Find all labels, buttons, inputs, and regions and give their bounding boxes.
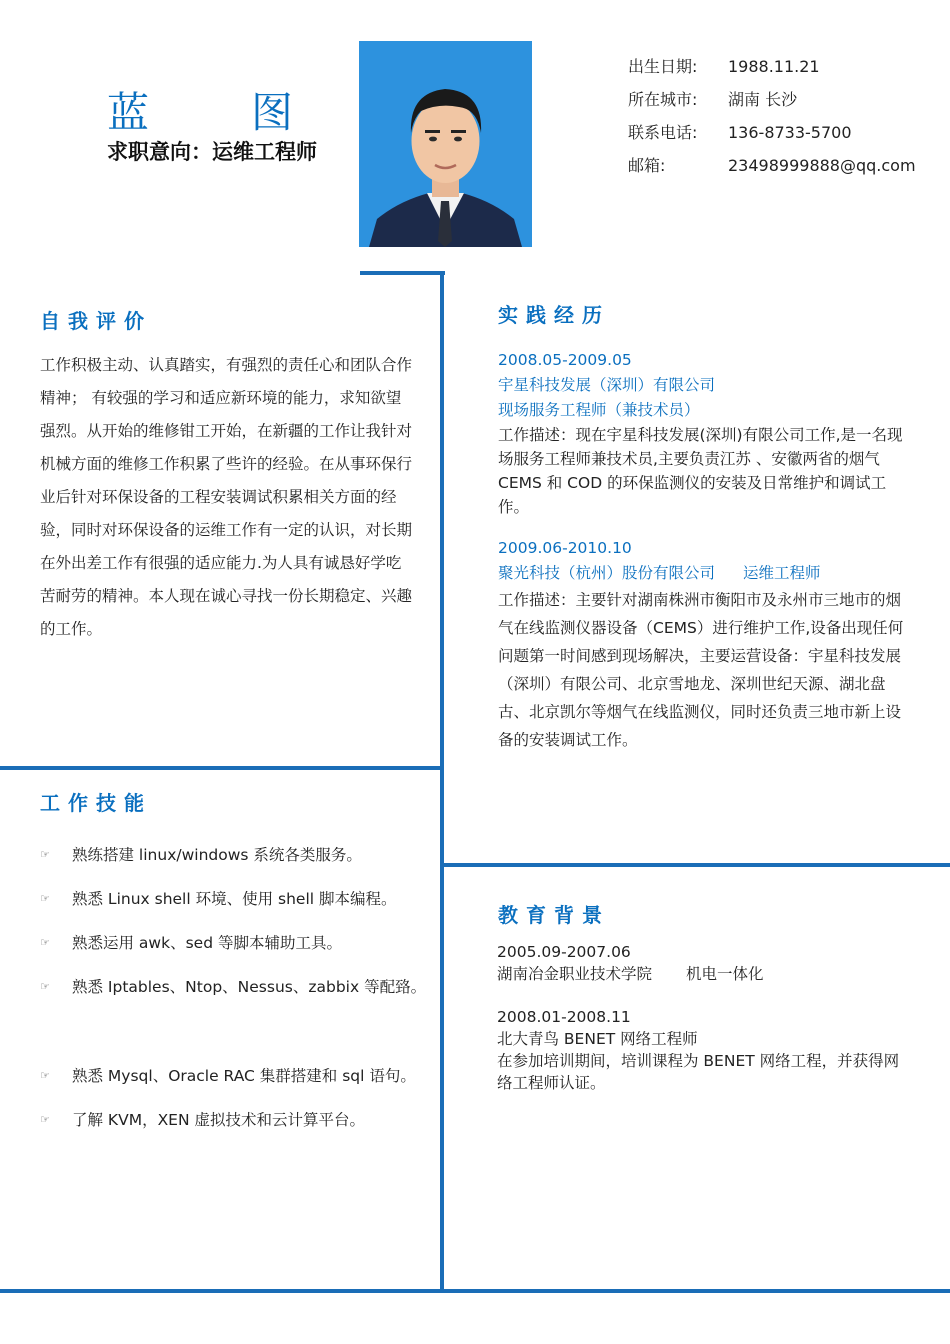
info-row-phone (628, 116, 916, 149)
pointing-hand-icon: ☞ (40, 1112, 50, 1126)
pointing-hand-icon: ☞ (40, 979, 50, 993)
skills-list (40, 832, 450, 1141)
education-school-major (497, 963, 907, 985)
list-item (40, 920, 450, 964)
skill-text: 了解 KVM，XEN 虚拟技术和云计算平台。 (72, 1111, 366, 1129)
info-row-email (628, 149, 916, 182)
skill-text: 熟练搭建 linux/windows 系统各类服务。 (72, 846, 362, 864)
education-item (497, 1006, 907, 1094)
education-list (497, 941, 907, 1115)
education-period: 2008.01-2008.11 (497, 1008, 631, 1026)
personal-info (628, 50, 916, 182)
pointing-hand-icon: ☞ (40, 935, 50, 949)
info-label: 联系电话: (628, 123, 698, 142)
skills-title: 工作技能 (40, 791, 152, 815)
pointing-hand-icon: ☞ (40, 891, 50, 905)
education-period: 2005.09-2007.06 (497, 943, 631, 961)
info-row-birth (628, 50, 916, 83)
experience-period: 2009.06-2010.10 (498, 539, 632, 557)
experience-title: 实践经历 (498, 303, 610, 327)
bottom-divider (0, 1289, 950, 1293)
experience-list (498, 348, 908, 771)
skill-text: 熟悉 Linux shell 环境、使用 shell 脚本编程。 (72, 890, 397, 908)
experience-company: 宇星科技发展（深圳）有限公司 (498, 376, 716, 394)
self-eval-text: 工作积极主动、认真踏实，有强烈的责任心和团队合作精神； 有较强的学习和适应新环境的能力，求知欲望强烈。从开始的维修钳工开始，在新疆的工作让我针对机械方面的维修工作积累了些许的经验。在从事环保行业后针对环保设备的工程安装调试积累相关方面的经验，同时对环保设备的运维工作有一定的认识，对长期在外出差工作有很强的适应能力.为人具有诚恳好学吃苦耐劳的精神。本人现在诚心寻找一份长期稳定、兴趣的工作。 (40, 356, 413, 638)
pointing-hand-icon: ☞ (40, 1068, 50, 1082)
right-middle-divider (442, 863, 950, 867)
skills-spacer (40, 1008, 450, 1053)
experience-item (498, 536, 908, 754)
info-value: 136-8733-5700 (728, 123, 852, 142)
self-eval-title: 自我评价 (40, 309, 152, 333)
info-value: 1988.11.21 (728, 57, 820, 76)
education-title: 教育背景 (498, 903, 610, 927)
job-intent: 求职意向：运维工程师 (107, 140, 317, 164)
info-row-city (628, 83, 916, 116)
info-label: 所在城市: (628, 90, 698, 109)
education-item (497, 941, 907, 985)
education-line: 北大青鸟 BENET 网络工程师 (497, 1030, 698, 1048)
list-item (40, 964, 450, 1008)
pointing-hand-icon: ☞ (40, 847, 50, 861)
list-item (40, 832, 450, 876)
skill-text: 熟悉运用 awk、sed 等脚本辅助工具。 (72, 934, 342, 952)
experience-role: 运维工程师 (743, 564, 821, 582)
experience-company: 聚光科技（杭州）股份有限公司 (498, 564, 716, 582)
skill-text: 熟悉 Mysql、Oracle RAC 集群搭建和 sql 语句。 (72, 1067, 416, 1085)
education-school: 湖南冶金职业技术学院 (497, 965, 653, 983)
experience-period: 2008.05-2009.05 (498, 351, 632, 369)
info-value: 23498999888@qq.com (728, 156, 916, 175)
profile-photo (359, 41, 532, 247)
experience-desc: 工作描述：现在宇星科技发展(深圳)有限公司工作,是一名现场服务工程师兼技术员,主要负责江苏 、安徽两省的烟气 CEMS 和 COD 的环保监测仪的安装及日常维护和调试工作。 (498, 426, 903, 516)
experience-company-role (498, 561, 908, 586)
left-middle-divider (0, 766, 442, 770)
skill-text: 熟悉 Iptables、Ntop、Nessus、zabbix 等配臵。 (72, 978, 427, 996)
name: 蓝 图 (107, 88, 324, 137)
list-item (40, 1097, 450, 1141)
info-value: 湖南 长沙 (728, 90, 798, 109)
education-desc: 在参加培训期间，培训课程为 BENET 网络工程，并获得网络工程师认证。 (497, 1052, 900, 1092)
person-portrait-icon (359, 41, 532, 247)
top-short-divider (360, 271, 445, 275)
info-label: 邮箱: (628, 156, 666, 175)
experience-item (498, 348, 908, 519)
info-label: 出生日期: (628, 57, 698, 76)
education-major: 机电一体化 (686, 965, 764, 983)
experience-desc: 工作描述：主要针对湖南株洲市衡阳市及永州市三地市的烟气在线监测仪器设备（CEMS）进行维护工作,设备出现任何问题第一时间感到现场解决，主要运营设备：宇星科技发展（深圳）有限公司、北京雪地龙、深圳世纪天源、湖北盘古、北京凯尔等烟气在线监测仪，同时还负责三地市新上设备的安装调试工作。 (498, 591, 904, 749)
list-item (40, 876, 450, 920)
list-item (40, 1053, 450, 1097)
experience-role: 现场服务工程师（兼技术员） (498, 401, 700, 419)
